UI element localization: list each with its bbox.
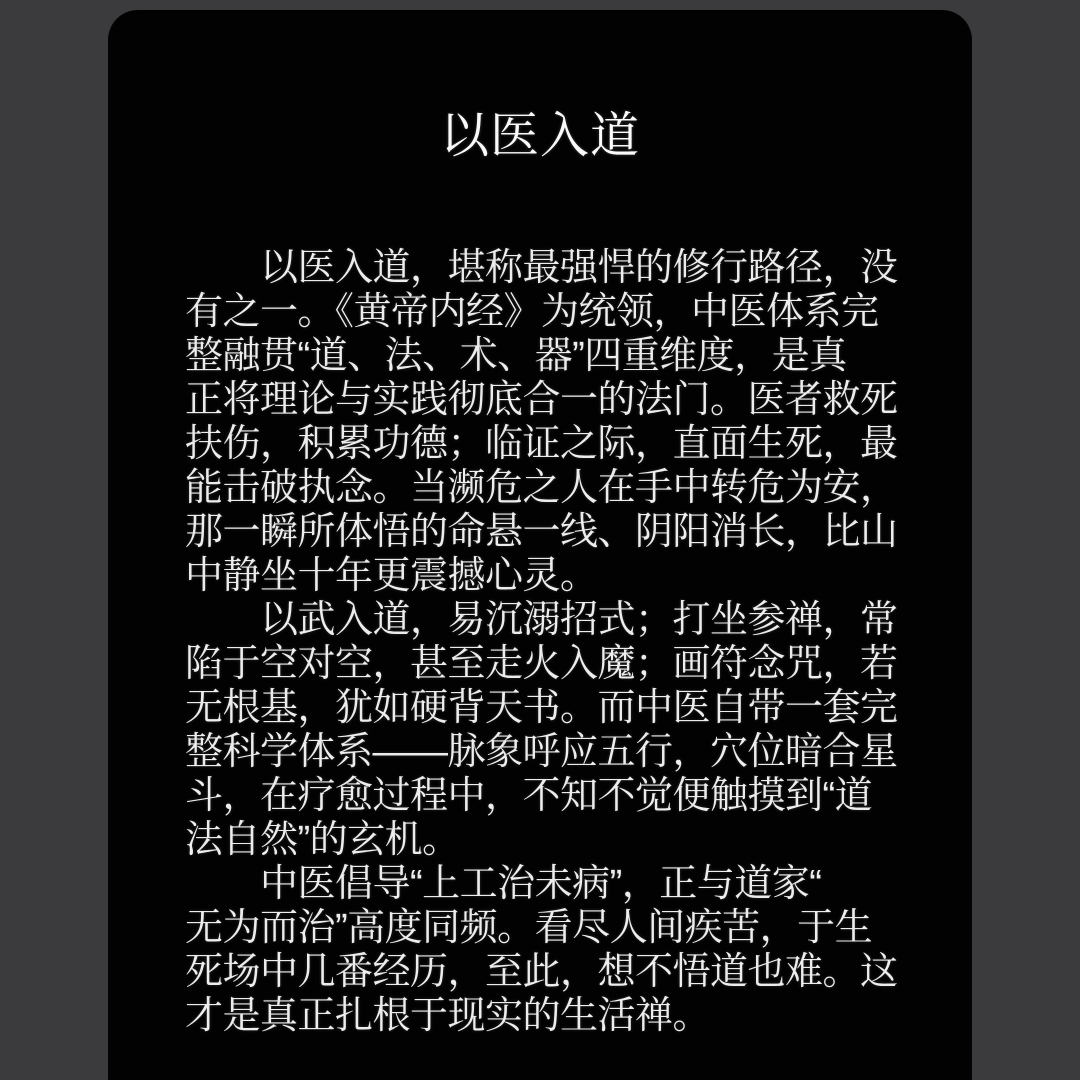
- paragraph: [185, 246, 927, 598]
- text-line: 以医入道，堪称最强悍的修行路径，没: [185, 247, 898, 289]
- text-line: 中静坐十年更震撼心灵。: [185, 555, 598, 597]
- text-line: 法自然”的玄机。: [185, 819, 460, 861]
- text-line: 有之一。《黄帝内经》为统领，中医体系完: [185, 291, 879, 333]
- paragraph: [185, 598, 927, 862]
- text-line: 能击破执念。当濒危之人在手中转危为安，: [185, 467, 898, 509]
- text-line: 扶伤，积累功德；临证之际，直面生死，最: [185, 423, 898, 465]
- text-line: 斗，在疗愈过程中，不知不觉便触摸到“道: [185, 775, 873, 817]
- text-line: 中医倡导“上工治未病”，正与道家“: [185, 863, 822, 905]
- text-line: 才是真正扎根于现实的生活禅。: [185, 995, 711, 1037]
- text-line: 整科学体系——脉象呼应五行，穴位暗合星: [185, 731, 898, 773]
- text-line: 无为而治”高度同频。看尽人间疾苦，于生: [185, 907, 873, 949]
- text-line: 那一瞬所体悟的命悬一线、阴阳消长，比山: [185, 511, 898, 553]
- article-title: 以医入道: [439, 109, 640, 163]
- text-line: 以武入道，易沉溺招式；打坐参禅，常: [185, 599, 898, 641]
- text-line: 死场中几番经历，至此，想不悟道也难。这: [185, 951, 898, 993]
- paragraph: [185, 862, 927, 1038]
- text-line: 整融贯“道、法、术、器”四重维度，是真: [185, 335, 847, 377]
- text-line: 无根基，犹如硬背天书。而中医自带一套完: [185, 687, 898, 729]
- article-card: [108, 10, 972, 1080]
- text-line: 正将理论与实践彻底合一的法门。医者救死: [185, 379, 898, 421]
- text-line: 陷于空对空，甚至走火入魔；画符念咒，若: [185, 643, 898, 685]
- article-body: [185, 246, 927, 1038]
